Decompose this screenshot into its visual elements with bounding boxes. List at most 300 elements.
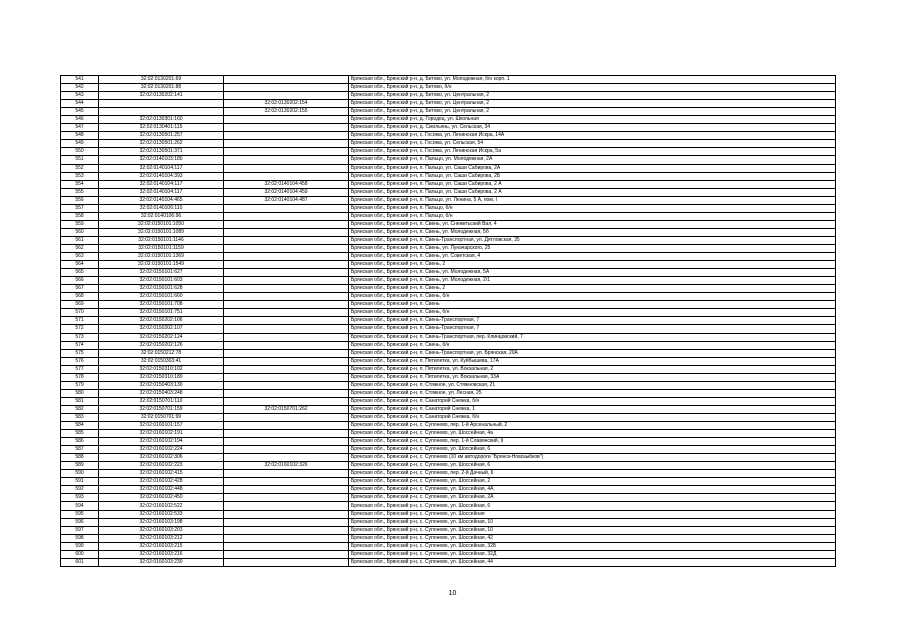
- cadastral-number-cell: 32:02:0150202:126: [99, 341, 224, 349]
- row-number-cell: 556: [61, 196, 99, 204]
- building-cadastral-cell: [224, 301, 349, 309]
- building-cadastral-cell: [224, 228, 349, 236]
- registry-table-body: [61, 76, 836, 567]
- table-row: [61, 301, 836, 309]
- table-row: [61, 413, 836, 421]
- building-cadastral-cell: [224, 518, 349, 526]
- row-number-cell: 585: [61, 430, 99, 438]
- row-number-cell: 550: [61, 148, 99, 156]
- row-number-cell: 590: [61, 470, 99, 478]
- table-row: [61, 84, 836, 92]
- cadastral-number-cell: 32:02:0160102:428: [99, 478, 224, 486]
- cadastral-number-cell: 32:02:0130201:88: [99, 84, 224, 92]
- row-number-cell: 571: [61, 317, 99, 325]
- table-row: [61, 132, 836, 140]
- table-row: [61, 108, 836, 116]
- address-cell: Брянская обл., Брянский р-н, с. Супонево, ул. Шоссейная, 44: [349, 558, 836, 566]
- row-number-cell: 554: [61, 180, 99, 188]
- cadastral-number-cell: 32:02:0160102:191: [99, 430, 224, 438]
- building-cadastral-cell: [224, 422, 349, 430]
- cadastral-number-cell: 32:02:0140104:117: [99, 180, 224, 188]
- cadastral-number-cell: 32:02:0160103:198: [99, 518, 224, 526]
- cadastral-number-cell: 32:02:0150101:708: [99, 301, 224, 309]
- address-cell: Брянская обл., Брянский р-н, п. Свень, ул. Молодежная, 2/1: [349, 277, 836, 285]
- row-number-cell: 572: [61, 325, 99, 333]
- cadastral-number-cell: 32:02:0160103:215: [99, 542, 224, 550]
- address-cell: Брянская обл., Брянский р-н, д. Бетово, ул. Центральная, 2: [349, 108, 836, 116]
- table-row: [61, 325, 836, 333]
- table-row: [61, 510, 836, 518]
- cadastral-number-cell: [99, 108, 224, 116]
- table-row: [61, 526, 836, 534]
- cadastral-number-cell: 32:02:0130401:115: [99, 124, 224, 132]
- cadastral-number-cell: 32:02:0140104:117: [99, 188, 224, 196]
- page-number: 10: [448, 590, 457, 597]
- row-number-cell: 548: [61, 132, 99, 140]
- address-cell: Брянская обл., Брянский р-н, с. Супонево, ул. Шоссейная: [349, 510, 836, 518]
- table-row: [61, 76, 836, 84]
- address-cell: Брянская обл., Брянский р-н, п. Пальцо, ул. Саши Сабирова, 2А: [349, 164, 836, 172]
- building-cadastral-cell: [224, 212, 349, 220]
- row-number-cell: 567: [61, 285, 99, 293]
- cadastral-number-cell: 32:02:0140103:180: [99, 156, 224, 164]
- cadastral-number-cell: 32:02:0160102:194: [99, 438, 224, 446]
- row-number-cell: 547: [61, 124, 99, 132]
- row-number-cell: 570: [61, 309, 99, 317]
- table-row: [61, 220, 836, 228]
- row-number-cell: 581: [61, 397, 99, 405]
- cadastral-number-cell: 32:02:0150101:628: [99, 285, 224, 293]
- row-number-cell: 568: [61, 293, 99, 301]
- cadastral-number-cell: 32:02:0140104:117: [99, 164, 224, 172]
- cadastral-number-cell: 32:02:0150101:751: [99, 309, 224, 317]
- address-cell: Брянская обл., Брянский р-н, п. Пятилетка, ул. Куйбышева, 17А: [349, 357, 836, 365]
- row-number-cell: 584: [61, 422, 99, 430]
- row-number-cell: 593: [61, 494, 99, 502]
- address-cell: Брянская обл., Брянский р-н, с. Супонево, ул. Шоссейная, 42: [349, 534, 836, 542]
- building-cadastral-cell: [224, 84, 349, 92]
- cadastral-number-cell: 32:02:0150101:1549: [99, 261, 224, 269]
- table-row: [61, 558, 836, 566]
- address-cell: Брянская обл., Брянский р-н, п. Свень-Транспортная, 7: [349, 325, 836, 333]
- row-number-cell: 544: [61, 100, 99, 108]
- row-number-cell: 542: [61, 84, 99, 92]
- building-cadastral-cell: [224, 341, 349, 349]
- address-cell: Брянская обл., Брянский р-н, д. Городец, ул. Школьная: [349, 116, 836, 124]
- row-number-cell: 597: [61, 526, 99, 534]
- cadastral-number-cell: 32:02:0160102:223: [99, 462, 224, 470]
- table-row: [61, 244, 836, 252]
- table-row: [61, 470, 836, 478]
- table-row: [61, 397, 836, 405]
- cadastral-number-cell: 32:02:0130202:141: [99, 92, 224, 100]
- row-number-cell: 563: [61, 253, 99, 261]
- table-row: [61, 333, 836, 341]
- building-cadastral-cell: 32:02:0160102:326: [224, 462, 349, 470]
- address-cell: Брянская обл., Брянский р-н, п. Свень, б/н: [349, 309, 836, 317]
- address-cell: Брянская обл., Брянский р-н, с. Супонево, пер. 1-й Арсенальный, 2: [349, 422, 836, 430]
- building-cadastral-cell: [224, 244, 349, 252]
- building-cadastral-cell: 32:02:0150701:262: [224, 405, 349, 413]
- row-number-cell: 541: [61, 76, 99, 84]
- address-cell: Брянская обл., Брянский р-н, п. Свень: [349, 301, 836, 309]
- address-cell: Брянская обл., Брянский р-н, с. Госома, ул. Сельская, 54: [349, 140, 836, 148]
- cadastral-number-cell: 32:02:0130301:160: [99, 116, 224, 124]
- building-cadastral-cell: [224, 293, 349, 301]
- building-cadastral-cell: [224, 285, 349, 293]
- cadastral-number-cell: 32:02:0150101:627: [99, 269, 224, 277]
- row-number-cell: 559: [61, 220, 99, 228]
- address-cell: Брянская обл., Брянский р-н, п. Санаторий Снежка, б/н: [349, 397, 836, 405]
- table-row: [61, 196, 836, 204]
- table-row: [61, 534, 836, 542]
- cadastral-number-cell: 32:02:0160103:203: [99, 526, 224, 534]
- table-row: [61, 365, 836, 373]
- table-row: [61, 148, 836, 156]
- building-cadastral-cell: [224, 349, 349, 357]
- address-cell: Брянская обл., Брянский р-н, с. Супонево, пер. 1-й Славянский, 9: [349, 438, 836, 446]
- address-cell: Брянская обл., Брянский р-н, п. Пальцо, ул. Саши Сабирова, 2Б: [349, 172, 836, 180]
- cadastral-number-cell: 32:02:0160103:212: [99, 534, 224, 542]
- building-cadastral-cell: [224, 438, 349, 446]
- address-cell: Брянская обл., Брянский р-н, п. Пальцо, б/н: [349, 204, 836, 212]
- address-cell: Брянская обл., Брянский р-н, п. Свень, ул. Советская, 4: [349, 253, 836, 261]
- row-number-cell: 582: [61, 405, 99, 413]
- building-cadastral-cell: [224, 253, 349, 261]
- building-cadastral-cell: [224, 325, 349, 333]
- address-cell: Брянская обл., Брянский р-н, д. Бетово, ул. Центральная, 2: [349, 100, 836, 108]
- registry-table: [60, 75, 836, 567]
- address-cell: Брянская обл., Брянский р-н, п. Пальцо, ул. Саши Сабирова, 2 А: [349, 180, 836, 188]
- table-row: [61, 454, 836, 462]
- row-number-cell: 573: [61, 333, 99, 341]
- address-cell: Брянская обл., Брянский р-н, с. Госома, ул. Ленинская Искра, 14А: [349, 132, 836, 140]
- address-cell: Брянская обл., Брянский р-н, п. Пальцо, ул. Молодежная, 2А: [349, 156, 836, 164]
- cadastral-number-cell: 32:02:0150403:130: [99, 381, 224, 389]
- cadastral-number-cell: 32:02:0160102:533: [99, 510, 224, 518]
- address-cell: Брянская обл., Брянский р-н, с. Супонево, ул. Шоссейная, 6: [349, 502, 836, 510]
- cadastral-number-cell: 32:02:0150101:1146: [99, 236, 224, 244]
- cadastral-number-cell: 32:02:0150101:1050: [99, 220, 224, 228]
- table-row: [61, 542, 836, 550]
- cadastral-number-cell: 32:02:0150101:1369: [99, 253, 224, 261]
- table-row: [61, 518, 836, 526]
- address-cell: Брянская обл., Брянский р-н, д. Бетово, ул. Молодежная, б/н корп. 1: [349, 76, 836, 84]
- address-cell: Брянская обл., Брянский р-н, п. Пальцо, ул. Саши Сабирова, 2 А: [349, 188, 836, 196]
- table-row: [61, 373, 836, 381]
- address-cell: Брянская обл., Брянский р-н, п. Пальцо, ул. Ленина, 5 А, пом. I: [349, 196, 836, 204]
- row-number-cell: 598: [61, 534, 99, 542]
- row-number-cell: 575: [61, 349, 99, 357]
- table-row: [61, 277, 836, 285]
- table-row: [61, 349, 836, 357]
- row-number-cell: 569: [61, 301, 99, 309]
- cadastral-number-cell: 32:02:0150701:99: [99, 413, 224, 421]
- row-number-cell: 555: [61, 188, 99, 196]
- row-number-cell: 586: [61, 438, 99, 446]
- building-cadastral-cell: [224, 454, 349, 462]
- address-cell: Брянская обл., Брянский р-н, п. Санаторий Снежка, б/н: [349, 413, 836, 421]
- building-cadastral-cell: [224, 470, 349, 478]
- cadastral-number-cell: [99, 100, 224, 108]
- cadastral-number-cell: 32:02:0150101:1159: [99, 244, 224, 252]
- table-row: [61, 116, 836, 124]
- address-cell: Брянская обл., Брянский р-н, с. Супонево (10 км автодороги "Брянск-Новозыбков"): [349, 454, 836, 462]
- cadastral-number-cell: 32:02:0150101:660: [99, 293, 224, 301]
- cadastral-number-cell: 32:02:0130501:262: [99, 140, 224, 148]
- row-number-cell: 583: [61, 413, 99, 421]
- address-cell: Брянская обл., Брянский р-н, п. Пальцо, б/н: [349, 212, 836, 220]
- cadastral-number-cell: 32:02:0130201:69: [99, 76, 224, 84]
- cadastral-number-cell: 32:02:0160102:448: [99, 486, 224, 494]
- building-cadastral-cell: [224, 277, 349, 285]
- cadastral-number-cell: 32:02:0160102:415: [99, 470, 224, 478]
- building-cadastral-cell: 32:02:0140104:458: [224, 180, 349, 188]
- building-cadastral-cell: [224, 236, 349, 244]
- cadastral-number-cell: 32:02:0140104:465: [99, 196, 224, 204]
- row-number-cell: 600: [61, 550, 99, 558]
- address-cell: Брянская обл., Брянский р-н, с. Супонево, ул. Шоссейная, 6: [349, 446, 836, 454]
- row-number-cell: 576: [61, 357, 99, 365]
- building-cadastral-cell: [224, 140, 349, 148]
- address-cell: Брянская обл., Брянский р-н, п. Свень, б/н: [349, 293, 836, 301]
- table-row: [61, 285, 836, 293]
- row-number-cell: 592: [61, 486, 99, 494]
- address-cell: Брянская обл., Брянский р-н, п. Свень-Транспортная, ул. Брянская, 20А: [349, 349, 836, 357]
- row-number-cell: 560: [61, 228, 99, 236]
- table-row: [61, 309, 836, 317]
- cadastral-number-cell: 32:02:0140104:393: [99, 172, 224, 180]
- row-number-cell: 589: [61, 462, 99, 470]
- building-cadastral-cell: [224, 373, 349, 381]
- table-row: [61, 438, 836, 446]
- building-cadastral-cell: [224, 261, 349, 269]
- building-cadastral-cell: [224, 357, 349, 365]
- row-number-cell: 552: [61, 164, 99, 172]
- building-cadastral-cell: [224, 220, 349, 228]
- building-cadastral-cell: [224, 381, 349, 389]
- table-row: [61, 164, 836, 172]
- row-number-cell: 578: [61, 373, 99, 381]
- row-number-cell: 594: [61, 502, 99, 510]
- building-cadastral-cell: 32:02:0140104:487: [224, 196, 349, 204]
- building-cadastral-cell: [224, 494, 349, 502]
- address-cell: Брянская обл., Брянский р-н, п. Свень, ул. Луначарского, 25: [349, 244, 836, 252]
- address-cell: Брянская обл., Брянский р-н, п. Свень, 2: [349, 261, 836, 269]
- table-row: [61, 494, 836, 502]
- address-cell: Брянская обл., Брянский р-н, п. Свень-Транспортная, пер. Клинцовский, 7: [349, 333, 836, 341]
- building-cadastral-cell: [224, 413, 349, 421]
- row-number-cell: 587: [61, 446, 99, 454]
- cadastral-number-cell: 32:02:0150303:41: [99, 357, 224, 365]
- table-row: [61, 140, 836, 148]
- address-cell: Брянская обл., Брянский р-н, п. Пятилетка, ул. Вокзальная, 33А: [349, 373, 836, 381]
- cadastral-number-cell: 32:02:0150202:106: [99, 317, 224, 325]
- row-number-cell: 566: [61, 277, 99, 285]
- cadastral-number-cell: 32:02:0160101:157: [99, 422, 224, 430]
- address-cell: Брянская обл., Брянский р-н, п. Санаторий Снежка, 1: [349, 405, 836, 413]
- cadastral-number-cell: 32:02:0150310:180: [99, 373, 224, 381]
- cadastral-number-cell: 32:02:0140106:110: [99, 204, 224, 212]
- address-cell: Брянская обл., Брянский р-н, с. Супонево, ул. Шоссейная, 32Д: [349, 550, 836, 558]
- row-number-cell: 577: [61, 365, 99, 373]
- building-cadastral-cell: [224, 309, 349, 317]
- cadastral-number-cell: 32:02:0150310:102: [99, 365, 224, 373]
- cadastral-number-cell: 32:02:0160103:216: [99, 550, 224, 558]
- cadastral-number-cell: 32:02:0160102:450: [99, 494, 224, 502]
- table-row: [61, 261, 836, 269]
- building-cadastral-cell: [224, 269, 349, 277]
- table-row: [61, 204, 836, 212]
- address-cell: Брянская обл., Брянский р-н, п. Пятилетка, ул. Вокзальная, 2: [349, 365, 836, 373]
- row-number-cell: 599: [61, 542, 99, 550]
- cadastral-number-cell: 32:02:0160102:224: [99, 446, 224, 454]
- address-cell: Брянская обл., Брянский р-н, с. Супонево, ул. Шоссейная, 2: [349, 478, 836, 486]
- row-number-cell: 588: [61, 454, 99, 462]
- row-number-cell: 543: [61, 92, 99, 100]
- building-cadastral-cell: [224, 156, 349, 164]
- building-cadastral-cell: [224, 430, 349, 438]
- table-row: [61, 430, 836, 438]
- table-row: [61, 293, 836, 301]
- address-cell: Брянская обл., Брянский р-н, с. Супонево, ул. Шоссейная, 10: [349, 526, 836, 534]
- address-cell: Брянская обл., Брянский р-н, д. Бетово, ул. Центральная, 2: [349, 92, 836, 100]
- table-row: [61, 446, 836, 454]
- table-row: [61, 253, 836, 261]
- table-row: [61, 92, 836, 100]
- building-cadastral-cell: [224, 172, 349, 180]
- row-number-cell: 601: [61, 558, 99, 566]
- address-cell: Брянская обл., Брянский р-н, с. Супонево, ул. Шоссейная, 32Б: [349, 542, 836, 550]
- building-cadastral-cell: [224, 502, 349, 510]
- row-number-cell: 551: [61, 156, 99, 164]
- table-row: [61, 381, 836, 389]
- cadastral-number-cell: 32:02:0140106:96: [99, 212, 224, 220]
- row-number-cell: 564: [61, 261, 99, 269]
- address-cell: Брянская обл., Брянский р-н, с. Супонево, пер. 2-й Дачный, 6: [349, 470, 836, 478]
- table-row: [61, 405, 836, 413]
- address-cell: Брянская обл., Брянский р-н, п. Свень, ул. Снежетьский Вал, 4: [349, 220, 836, 228]
- cadastral-number-cell: 32:02:0130501:371: [99, 148, 224, 156]
- row-number-cell: 549: [61, 140, 99, 148]
- cadastral-number-cell: 32:02:0150101:603: [99, 277, 224, 285]
- table-row: [61, 236, 836, 244]
- row-number-cell: 595: [61, 510, 99, 518]
- cadastral-number-cell: 32:02:0150701:159: [99, 405, 224, 413]
- cadastral-number-cell: 32:02:0150101:1089: [99, 228, 224, 236]
- building-cadastral-cell: 32:02:0130202:155: [224, 108, 349, 116]
- table-row: [61, 389, 836, 397]
- cadastral-number-cell: 32:02:0150701:110: [99, 397, 224, 405]
- table-row: [61, 550, 836, 558]
- table-row: [61, 486, 836, 494]
- cadastral-number-cell: 32:02:0160103:230: [99, 558, 224, 566]
- building-cadastral-cell: [224, 132, 349, 140]
- address-cell: Брянская обл., Брянский р-н, с. Госома, ул. Ленинская Искра, 5а: [349, 148, 836, 156]
- table-row: [61, 462, 836, 470]
- building-cadastral-cell: [224, 446, 349, 454]
- row-number-cell: 565: [61, 269, 99, 277]
- table-row: [61, 180, 836, 188]
- table-row: [61, 100, 836, 108]
- address-cell: Брянская обл., Брянский р-н, п. Свень, ул. Молодежная, 5б: [349, 228, 836, 236]
- address-cell: Брянская обл., Брянский р-н, п. Свень-Транспортная, ул. Дятловская, 35: [349, 236, 836, 244]
- row-number-cell: 557: [61, 204, 99, 212]
- building-cadastral-cell: [224, 558, 349, 566]
- building-cadastral-cell: [224, 478, 349, 486]
- building-cadastral-cell: [224, 124, 349, 132]
- address-cell: Брянская обл., Брянский р-н, п. Свень-Транспортная, 7: [349, 317, 836, 325]
- building-cadastral-cell: [224, 365, 349, 373]
- building-cadastral-cell: [224, 542, 349, 550]
- address-cell: Брянская обл., Брянский р-н, п. Свень, ул. Молодежная, 5А: [349, 269, 836, 277]
- table-row: [61, 341, 836, 349]
- building-cadastral-cell: [224, 486, 349, 494]
- building-cadastral-cell: [224, 397, 349, 405]
- address-cell: Брянская обл., Брянский р-н, с. Супонево, ул. Шоссейная, 4а: [349, 430, 836, 438]
- address-cell: Брянская обл., Брянский р-н, п. Стяжное, ул. Стяжновская, 21: [349, 381, 836, 389]
- table-row: [61, 502, 836, 510]
- table-row: [61, 478, 836, 486]
- row-number-cell: 574: [61, 341, 99, 349]
- building-cadastral-cell: [224, 550, 349, 558]
- address-cell: Брянская обл., Брянский р-н, п. Свень, б/н: [349, 341, 836, 349]
- row-number-cell: 561: [61, 236, 99, 244]
- building-cadastral-cell: [224, 389, 349, 397]
- address-cell: Брянская обл., Брянский р-н, д. Смольянь, ул. Сельская, 34: [349, 124, 836, 132]
- cadastral-number-cell: 32:02:0130501:257: [99, 132, 224, 140]
- table-row: [61, 422, 836, 430]
- row-number-cell: 591: [61, 478, 99, 486]
- address-cell: Брянская обл., Брянский р-н, д. Бетово, б/н: [349, 84, 836, 92]
- row-number-cell: 562: [61, 244, 99, 252]
- table-row: [61, 357, 836, 365]
- cadastral-number-cell: 32:02:0160102:306: [99, 454, 224, 462]
- address-cell: Брянская обл., Брянский р-н, с. Супонево, ул. Шоссейная, 2А: [349, 494, 836, 502]
- row-number-cell: 596: [61, 518, 99, 526]
- table-row: [61, 124, 836, 132]
- row-number-cell: 553: [61, 172, 99, 180]
- building-cadastral-cell: [224, 148, 349, 156]
- building-cadastral-cell: [224, 204, 349, 212]
- cadastral-number-cell: 32:02:0150202:124: [99, 333, 224, 341]
- cadastral-number-cell: 32:02:0150202:107: [99, 325, 224, 333]
- address-cell: Брянская обл., Брянский р-н, с. Супонево, ул. Шоссейная, 6: [349, 462, 836, 470]
- building-cadastral-cell: [224, 534, 349, 542]
- row-number-cell: 558: [61, 212, 99, 220]
- table-row: [61, 156, 836, 164]
- row-number-cell: 580: [61, 389, 99, 397]
- address-cell: Брянская обл., Брянский р-н, с. Супонево, ул. Шоссейная, 10: [349, 518, 836, 526]
- building-cadastral-cell: [224, 92, 349, 100]
- row-number-cell: 579: [61, 381, 99, 389]
- cadastral-number-cell: 32:02:0150403:248: [99, 389, 224, 397]
- table-row: [61, 212, 836, 220]
- row-number-cell: 545: [61, 108, 99, 116]
- table-row: [61, 269, 836, 277]
- building-cadastral-cell: [224, 510, 349, 518]
- address-cell: Брянская обл., Брянский р-н, п. Свень, 2: [349, 285, 836, 293]
- table-row: [61, 317, 836, 325]
- address-cell: Брянская обл., Брянский р-н, с. Супонево, ул. Шоссейная, 4А: [349, 486, 836, 494]
- table-row: [61, 188, 836, 196]
- table-row: [61, 172, 836, 180]
- address-cell: Брянская обл., Брянский р-н, п. Стяжное, ул. Лесная, 25: [349, 389, 836, 397]
- cadastral-number-cell: 32:02:0160102:522: [99, 502, 224, 510]
- building-cadastral-cell: 32:02:0130202:154: [224, 100, 349, 108]
- table-row: [61, 228, 836, 236]
- building-cadastral-cell: [224, 317, 349, 325]
